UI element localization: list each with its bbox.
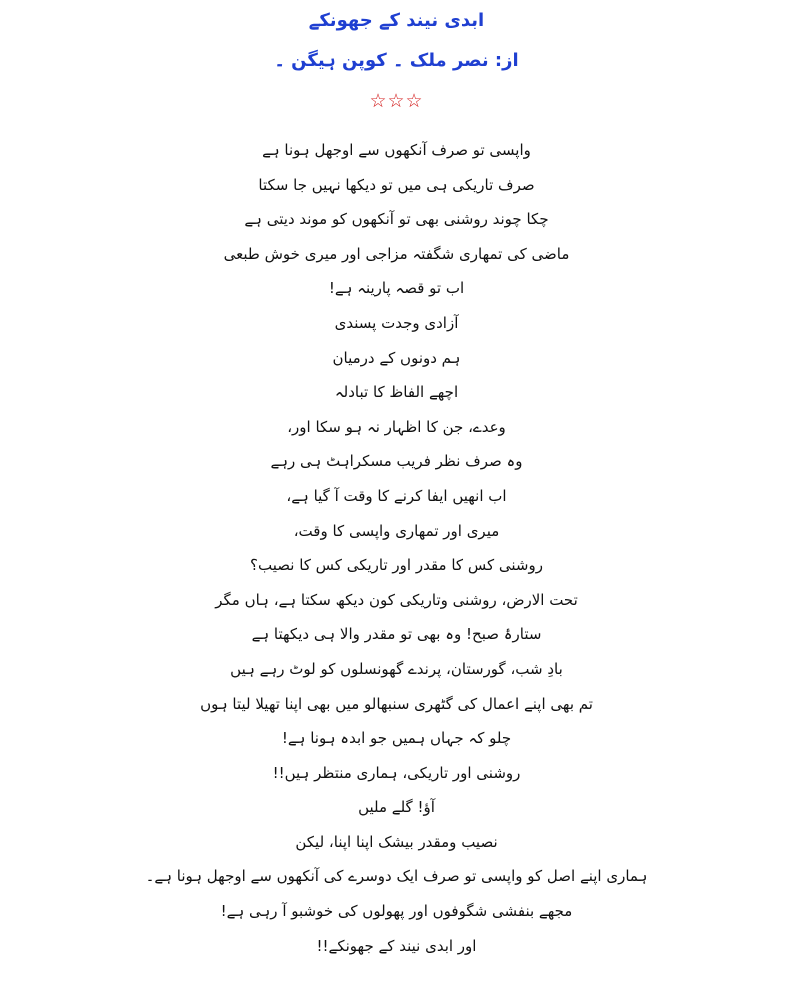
- poem-line: اب تو قصہ پارینہ ہے!: [328, 279, 465, 298]
- poem-line: ماضی کی تمھاری شگفتہ مزاجی اور میری خوش طبعی: [223, 244, 570, 263]
- poem-line: اچھے الفاظ کا تبادلہ: [334, 383, 459, 402]
- poem-line: آؤ! گلے ملیں: [358, 798, 435, 817]
- poem-line: روشنی اور تاریکی، ہماری منتظر ہیں!!: [272, 763, 521, 782]
- poem-line: مجھے بنفشی شگوفوں اور پھولوں کی خوشبو آ رہی ہے!: [220, 902, 573, 921]
- poem-line: ہم دونوں کے درمیان: [332, 348, 461, 367]
- author-line: از: نصر ملک ۔ کوپن ہیگن ۔: [274, 50, 519, 71]
- poem-line: وعدے، جن کا اظہار نہ ہو سکا اور،: [287, 417, 506, 436]
- poem-line: چکا چوند روشنی بھی تو آنکھوں کو موند دیتی ہے: [244, 210, 549, 229]
- poem-line: آزادی وجدت پسندی: [334, 313, 459, 332]
- poem-line: واپسی تو صرف آنکھوں سے اوجھل ہونا ہے: [262, 141, 531, 159]
- poem-line: صرف تاریکی ہی میں تو دیکھا نہیں جا سکتا: [258, 175, 535, 194]
- poem-line: بادِ شب، گورستان، پرندے گھونسلوں کو لوٹ رہے ہیں: [230, 659, 563, 678]
- poem-line: تحت الارض، روشنی وتاریکی کون دیکھ سکتا ہے، ہاں مگر: [215, 590, 578, 609]
- poem-line: اور ابدی نیند کے جھونکے!!: [316, 936, 477, 955]
- poem-line: وہ صرف نظر فریب مسکراہٹ ہی رہے: [270, 452, 523, 471]
- poem-line: نصیب ومقدر بیشک اپنا اپنا، لیکن: [295, 832, 498, 851]
- poem-line: ہماری اپنے اصل کو واپسی تو صرف ایک دوسرے کی آنکھوں سے اوجھل ہونا ہے۔: [145, 867, 648, 886]
- poem-line: میری اور تمھاری واپسی کا وقت،: [293, 521, 500, 540]
- poem-line: ستارۂ صبح! وہ بھی تو مقدر والا ہی دیکھتا ہے: [251, 625, 542, 644]
- poem-title: ابدی نیند کے جھونکے: [308, 10, 485, 31]
- poem-line: اب انھیں ایفا کرنے کا وقت آ گیا ہے،: [286, 486, 507, 505]
- poem-line: چلو کہ جہاں ہمیں جو ابدہ ہونا ہے!: [281, 729, 512, 748]
- poem-line: روشنی کس کا مقدر اور تاریکی کس کا نصیب؟: [250, 556, 543, 575]
- poem-body: [0, 133, 793, 963]
- star-separator: ☆☆☆: [369, 90, 424, 112]
- poem-line: تم بھی اپنے اعمال کی گٹھری سنبھالو میں بھی اپنا تھیلا لیتا ہوں: [200, 694, 593, 713]
